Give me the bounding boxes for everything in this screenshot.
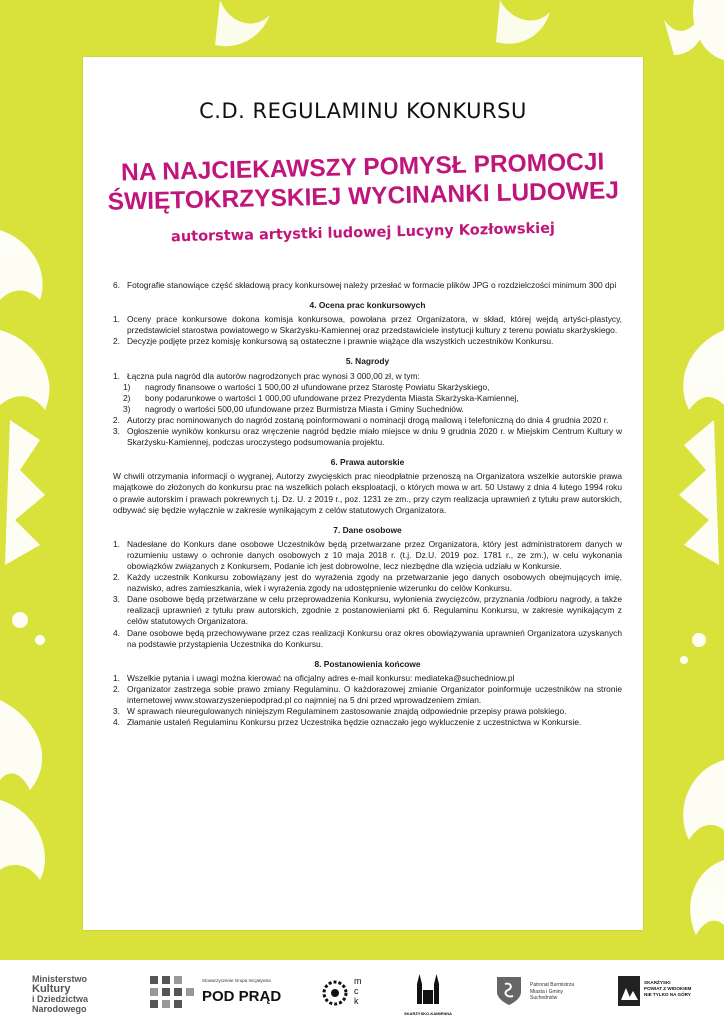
list-item: 2. Każdy uczestnik Konkursu zobowiązany jest do wyrażenia zgody na przetwarzanie jego danych osobowych obejmujących imię, nazwisko, adres zamieszkania, wiek i wyrażenia zgody na udostępnienie wizerunku do celów Konkursu. [113, 572, 622, 594]
copyright-paragraph: W chwili otrzymania informacji o wygranej, Autorzy zwycięskich prac nieodpłatnie przenoszą na Organizatora wszelkie autorskie prawa majątkowe do złożonych do konkursu prac na wszelkich polach eksploatacji, o których mowa w art. 50 Ustawy z dnia 4 lutego 1994 roku o prawie autorskim i prawach pokrewnych t.j. Dz. U. z 2019 r., poz. 1231 ze zm., przy czym realizacja uprawnień z tytułu praw autorskich, odbywać się będzie wyłącznie w zakresie wynikającym z celów statutowych Organizatora. [113, 471, 622, 515]
mountains-icon [618, 976, 640, 1006]
section-heading-4: 4. Ocena prac konkursowych [309, 300, 426, 311]
coat-of-arms-icon [496, 976, 522, 1006]
paper-cut-ornament-right [634, 0, 724, 960]
list-item: 4. Złamanie ustaleń Regulaminu Konkursu przez Uczestnika będzie oznaczało jego wykluczenie z uczestnictwa w Konkursie. [113, 717, 582, 728]
paper-cut-ornament-top [200, 0, 600, 57]
sub-list-item: 3) nagrody o wartości 500,00 ufundowane przez Burmistrza Miasta i Gminy Suchedniów. [123, 403, 464, 414]
list-item: 2. Organizator zastrzega sobie prawo zmiany Regulaminu. O każdorazowej zmianie Organizator poinformuje uczestników na stronie internetowej www.stowarzyszeniepodprad.pl co najmniej na 5 dni przed wprowadzeniem zmian. [113, 683, 622, 705]
sub-list-item: 1) nagrody finansowe o wartości 1 500,00 zł ufundowane przez Starostę Powiatu Skarżyskiego, [123, 381, 490, 392]
list-item: 3. Ogłoszenie wyników konkursu oraz wręczenie nagród będzie miało miejsce w dniu 9 grudnia 2020 r. w Miejskim Centrum Kultury w Skarżysku-Kamiennej, podczas uroczystego podsumowania projektu. [113, 426, 622, 448]
section-heading-6: 6. Prawa autorskie [330, 457, 405, 468]
headline [82, 147, 643, 218]
regulation-body [113, 280, 622, 728]
headline-line-2: ŚWIĘTOKRZYSKIEJ WYCINANKI LUDOWEJ [107, 177, 620, 216]
list-item: 1. Wszelkie pytania i uwagi można kierować na oficjalny adres e-mail konkursu: mediateka@suchedniow.pl [113, 672, 515, 683]
eye-circle-icon [322, 980, 348, 1006]
list-item: 1. Nadesłane do Konkurs dane osobowe Uczestników będą przetwarzane przez Organizatora, który jest administratorem danych w rozumieniu ustawy o ochronie danych osobowych z 10 maja 2018 r. (t.j. Dz.U. 2019 poz. 1781 r., ze zm.), w celu wykonania obowiązków związanych z Konkursem, Podanie ich jest dobrowolne, lecz niezbędne dla wzięcia udziału w Konkursie. [113, 538, 622, 571]
section-heading-8: 8. Postanowienia końcowe [314, 658, 421, 669]
sub-list-item: 2) bony podarunkowe o wartości 1 000,00 ufundowane przez Prezydenta Miasta Skarżyska-Kamiennej, [123, 392, 519, 403]
list-item: 1. Łączna pula nagród dla autorów nagrodzonych prac wynosi 3 000,00 zł, w tym: [113, 370, 420, 381]
powiat-skarzyski-logo: SKARŻYSKI POWIAT Z WIDOKIEM NIE TYLKO NA GÓRY [618, 976, 718, 1016]
list-item: 2. Decyzje podjęte przez komisję konkursową są ostateczne i prawnie wiążące dla wszystkich uczestników Konkursu. [113, 336, 554, 347]
pod-prad-squares-icon [150, 976, 194, 1012]
page-title: C.D. REGULAMINU KONKURSU [199, 99, 527, 123]
paper-cut-ornament-left [0, 0, 90, 960]
ministry-of-culture-logo: Ministerstwo Kultury i Dziedzictwa Narodowego [32, 974, 89, 1014]
list-item: 6. Fotografie stanowiące część składową pracy konkursowej należy przesłać w formacie plików JPG o rozdzielczości minimum 300 dpi [113, 280, 617, 290]
subtitle: autorstwa artystki ludowej Lucyny Kozłowskiej [170, 220, 556, 246]
pod-prad-logo: Stowarzyszenie Grupa Inicjatywna POD PRĄD [150, 976, 310, 1016]
section-heading-7: 7. Dane osobowe [333, 524, 402, 535]
church-tower-icon [413, 972, 443, 1006]
list-item: 3. Dane osobowe będą przetwarzane w celu przeprowadzenia Konkursu, wyłonienia zwycięzców, przyznania /odbioru nagrody, a także realizacji uprawnień z tytułu praw autorskich, zgodnie z postanowieniami pkt 6. Regulaminu Konkursu, w zakresie wynikającym z celów statutowych Organizatora. [113, 594, 622, 627]
list-item: 3. W sprawach nieuregulowanych niniejszym Regulaminem zastosowanie znajdą odpowiednie przepisy prawa polskiego. [113, 706, 567, 717]
list-item: 1. Oceny prace konkursowe dokona komisja konkursowa, powołana przez Organizatora, w skład, której wejdą artyści-plastycy, przedstawiciel starostwa powiatowego w Skarżysku-Kamiennej oraz przedstawiciele instytucji kultury z terenu powiatu skarżyskiego. [113, 314, 622, 336]
list-item: 4. Dane osobowe będą przechowywane przez czas realizacji Konkursu oraz okres obowiązywania uprawnień Organizatora uzyskanych na podstawie przystąpienia Uczestnika do Konkursu. [113, 627, 622, 649]
suchedniow-logo: Patronat Burmistrza Miasta i Gminy Suchedniów [496, 976, 606, 1016]
headline-line-1: NA NAJCIEKAWSZY POMYSŁ PROMOCJI [120, 148, 605, 187]
regulation-document [83, 57, 643, 930]
section-heading-5: 5. Nagrody [345, 356, 390, 367]
mck-logo: m c k [322, 974, 372, 1014]
list-item: 2. Autorzy prac nominowanych do nagród zostaną poinformowani o nominacji drogą mailową i telefoniczną do dnia 4 grudnia 2020 r. [113, 414, 609, 425]
sponsor-logos-bar [0, 962, 724, 1024]
skarzysko-kamienna-logo: SKARŻYSKO-KAMIENNA [398, 972, 458, 1018]
